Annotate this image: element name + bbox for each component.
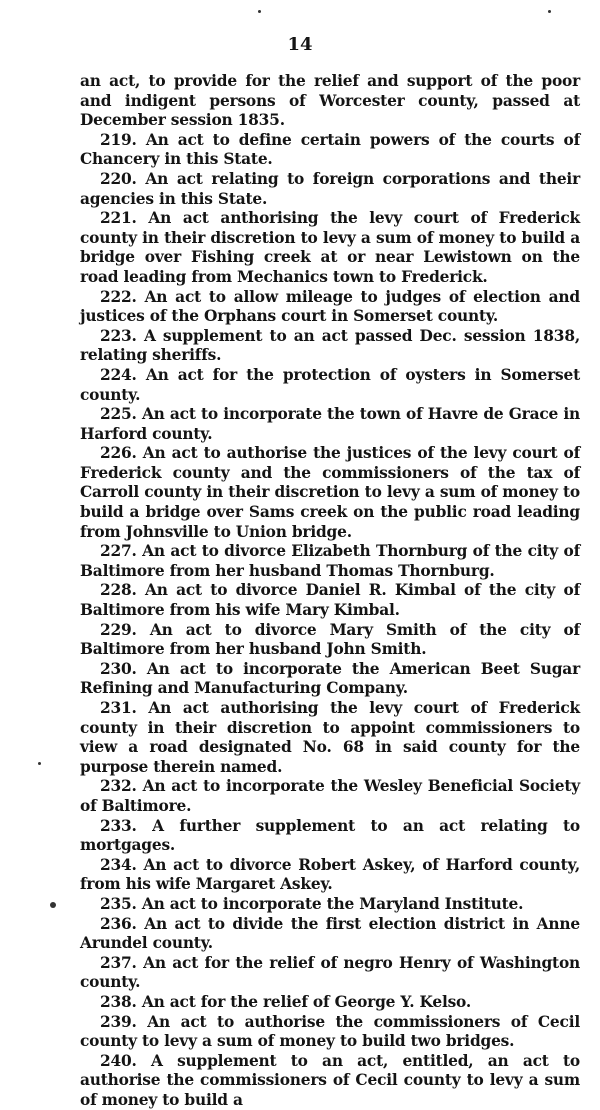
act-number: 225. bbox=[100, 405, 137, 424]
act-number: 229. bbox=[100, 620, 137, 639]
act-text: An act for the protection of oysters in Somerset county. bbox=[80, 365, 580, 404]
act-number: 228. bbox=[100, 581, 137, 600]
act-number: 238. bbox=[100, 992, 137, 1011]
act-entry bbox=[80, 327, 580, 366]
act-text: An act to allow mileage to judges of election and justices of the Orphans court in Somerset county. bbox=[80, 287, 580, 326]
act-number: 223. bbox=[100, 326, 137, 345]
act-text: An act relating to foreign corporations and their agencies in this State. bbox=[80, 169, 580, 208]
act-number: 240. bbox=[100, 1051, 137, 1070]
act-entry bbox=[80, 405, 580, 444]
act-text: An act to divorce Robert Askey, of Harford county, from his wife Margaret Askey. bbox=[80, 855, 580, 894]
act-entry bbox=[80, 209, 580, 287]
act-entry bbox=[80, 954, 580, 993]
act-entry bbox=[80, 542, 580, 581]
act-entry bbox=[80, 288, 580, 327]
act-text: An act to divorce Mary Smith of the city of Baltimore from her husband John Smith. bbox=[80, 620, 580, 659]
act-number: 237. bbox=[100, 953, 137, 972]
act-number: 230. bbox=[100, 659, 137, 678]
act-number: 224. bbox=[100, 365, 137, 384]
act-entry bbox=[80, 131, 580, 170]
act-list bbox=[80, 131, 580, 1110]
act-text: An act authorising the levy court of Frederick county in their discretion to appoint commissioners to view a road designated No. 68 in said county for the purpose therein named. bbox=[80, 699, 580, 776]
act-number: 221. bbox=[100, 209, 137, 228]
act-text: An act for the relief of negro Henry of Washington county. bbox=[80, 953, 581, 992]
act-entry bbox=[80, 817, 580, 856]
act-number: 226. bbox=[100, 444, 137, 463]
act-text: An act for the relief of George Y. Kelso. bbox=[141, 992, 472, 1011]
act-number: 236. bbox=[100, 914, 137, 933]
act-text: An act to divorce Daniel R. Kimbal of the city of Baltimore from his wife Mary Kimbal. bbox=[80, 581, 580, 620]
act-entry bbox=[80, 660, 580, 699]
act-text: An act anthorising the levy court of Frederick county in their discretion to levy a sum of money to build a bridge over Fishing creek at or near Lewistown on the road leading from Mechanics town to Frederick. bbox=[80, 209, 580, 286]
act-entry bbox=[80, 895, 580, 915]
act-entry bbox=[80, 777, 580, 816]
act-entry bbox=[80, 1052, 580, 1110]
act-entry bbox=[80, 915, 580, 954]
act-entry bbox=[80, 993, 580, 1013]
act-text: An act to incorporate the Wesley Beneficial Society of Baltimore. bbox=[80, 777, 580, 815]
act-number: 235. bbox=[100, 894, 137, 913]
act-number: 233. bbox=[100, 816, 137, 835]
act-entry bbox=[80, 621, 580, 660]
act-text: An act to incorporate the town of Havre de Grace in Harford county. bbox=[80, 405, 580, 443]
act-text: An act to authorise the justices of the levy court of Frederick county and the commissioners of the tax of Carroll county in their discretion to levy a sum of money to build a bridge over Sams creek on the public road leading from Johnsville to Union bridge. bbox=[80, 444, 580, 541]
act-text: An act to authorise the commissioners of Cecil county to levy a sum of money to build two bridges. bbox=[80, 1012, 580, 1051]
act-number: 220. bbox=[100, 169, 137, 188]
act-number: 222. bbox=[100, 287, 137, 306]
act-text: A supplement to an act, entitled, an act to authorise the commissioners of Cecil county to levy a sum of money to build a bbox=[80, 1051, 580, 1109]
act-number: 231. bbox=[100, 699, 137, 717]
act-text: An act to incorporate the Maryland Institute. bbox=[141, 894, 524, 913]
act-entry bbox=[80, 1013, 580, 1052]
body-text bbox=[80, 72, 580, 1110]
scan-speck bbox=[258, 10, 261, 13]
act-text: An act to divorce Elizabeth Thornburg of the city of Baltimore from her husband Thomas Thornburg. bbox=[80, 542, 580, 580]
act-entry bbox=[80, 366, 580, 405]
act-text: An act to incorporate the American Beet Sugar Refining and Manufacturing Company. bbox=[80, 659, 580, 698]
act-text: An act to divide the first election district in Anne Arundel county. bbox=[80, 914, 580, 953]
act-number: 232. bbox=[100, 777, 137, 796]
act-entry bbox=[80, 170, 580, 209]
act-entry bbox=[80, 856, 580, 895]
scan-speck bbox=[548, 10, 551, 13]
act-text: An act to define certain powers of the courts of Chancery in this State. bbox=[80, 130, 580, 169]
act-number: 227. bbox=[100, 542, 137, 561]
act-number: 219. bbox=[100, 130, 137, 149]
act-entry bbox=[80, 581, 580, 620]
act-number: 234. bbox=[100, 855, 137, 874]
scan-speck bbox=[38, 762, 41, 765]
act-text: A supplement to an act passed Dec. session 1838, relating sheriffs. bbox=[80, 326, 580, 365]
act-number: 239. bbox=[100, 1012, 137, 1031]
page-number: 14 bbox=[287, 34, 313, 55]
act-entry bbox=[80, 699, 580, 777]
act-entry bbox=[80, 444, 580, 542]
scan-speck bbox=[50, 902, 56, 908]
act-text: A further supplement to an act relating to mortgages. bbox=[80, 816, 580, 855]
intro-paragraph: an act, to provide for the relief and support of the poor and indigent persons of Worcester county, passed at December session 1835. bbox=[80, 72, 580, 130]
